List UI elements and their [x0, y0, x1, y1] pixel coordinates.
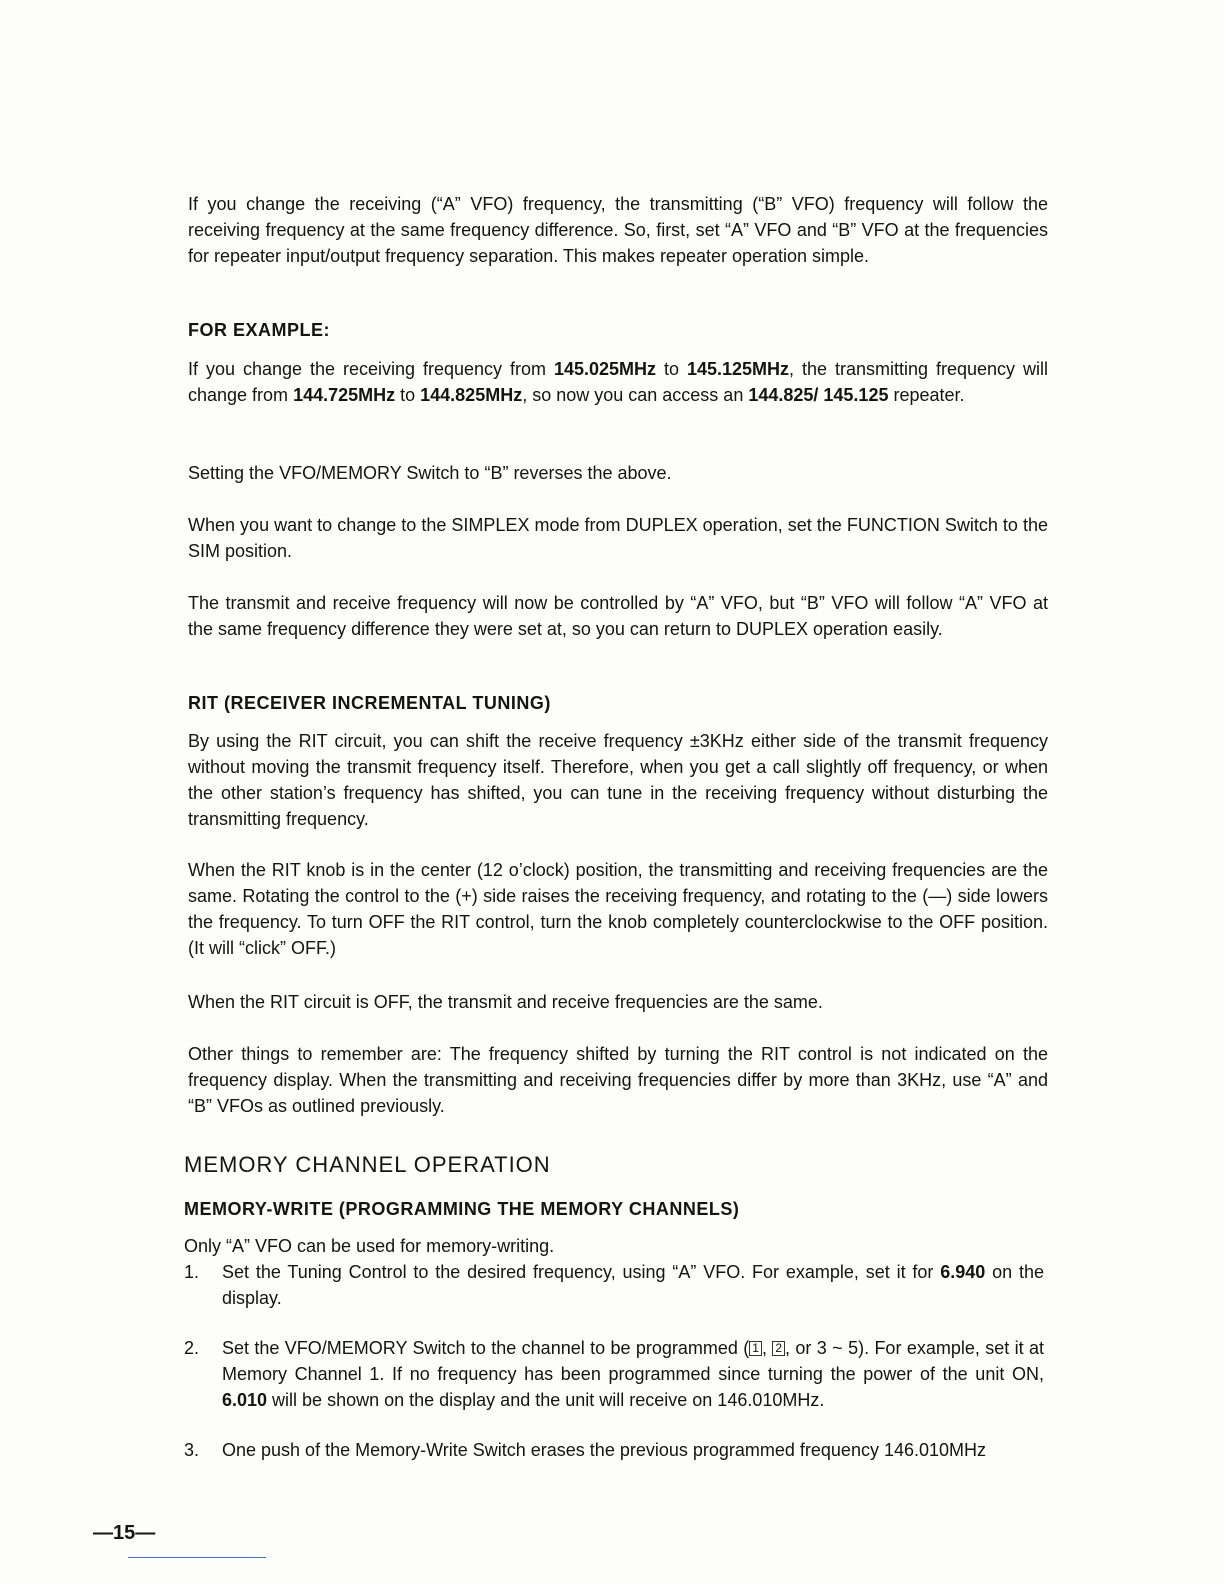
rit-paragraph-2: When the RIT knob is in the center (12 o’clock) position, the transmitting and receiving frequencies are the same. Rotating the control to the (+) side raises the receiving frequency, and rotating to the (—) side lowers the frequency. To turn OFF the RIT control, turn the knob completely counterclockwise to the OFF position. (It will “click” OFF.)	[188, 860, 1048, 958]
simplex-paragraph: When you want to change to the SIMPLEX mode from DUPLEX operation, set the FUNCTION Switch to the SIM position.	[188, 515, 1048, 561]
list-item: 2. Set the VFO/MEMORY Switch to the channel to be programmed ( 1 , 2 , or 3 ~ 5). For example, set it at Memory Channel 1. If no frequency has been programmed since turning the power of the unit ON, 6.010 will be shown on the display and the unit will receive on 146.010MHz.	[184, 1338, 1044, 1410]
rit-paragraph-1: By using the RIT circuit, you can shift the receive frequency ±3KHz either side of the transmit frequency without moving the transmit frequency itself. Therefore, when you get a call slightly off frequency, or when the other station’s frequency has shifted, you can tune in the receiving frequency without disturbing the transmitting frequency.	[188, 731, 1048, 829]
rit-paragraph-4: Other things to remember are: The frequency shifted by turning the RIT control is not indicated on the frequency display. When the transmitting and receiving frequencies differ by more than 3KHz, use “A” and “B” VFOs as outlined previously.	[188, 1044, 1048, 1116]
channel-1-box: 1	[749, 1341, 762, 1356]
memory-intro: Only “A” VFO can be used for memory-writing.	[184, 1236, 555, 1256]
page-number: —15—	[93, 1522, 156, 1544]
control-paragraph: The transmit and receive frequency will now be controlled by “A” VFO, but “B” VFO will follow “A” VFO at the same frequency difference they were set at, so you can return to DUPLEX operation easily.	[188, 593, 1048, 639]
memory-steps	[184, 1233, 1044, 1463]
example-paragraph: If you change the receiving frequency from 145.025MHz to 145.125MHz, the transmitting frequency will change from 144.725MHz to 144.825MHz, so now you can access an 144.825/ 145.125 repeater.	[188, 359, 1048, 405]
link-underline	[128, 1557, 266, 1558]
list-item: 1. Set the Tuning Control to the desired frequency, using “A” VFO. For example, set it for 6.940 on the display.	[184, 1262, 1044, 1308]
rit-heading: RIT (RECEIVER INCREMENTAL TUNING)	[188, 693, 551, 713]
example-heading: FOR EXAMPLE:	[188, 320, 331, 340]
channel-2-box: 2	[772, 1341, 785, 1356]
vfo-b-paragraph: Setting the VFO/MEMORY Switch to “B” reverses the above.	[188, 463, 672, 483]
memory-heading: MEMORY CHANNEL OPERATION	[184, 1152, 551, 1177]
intro-paragraph: If you change the receiving (“A” VFO) frequency, the transmitting (“B” VFO) frequency will follow the receiving frequency at the same frequency difference. So, first, set “A” VFO and “B” VFO at the frequencies for repeater input/output frequency separation. This makes repeater operation simple.	[188, 194, 1048, 266]
rit-paragraph-3: When the RIT circuit is OFF, the transmit and receive frequencies are the same.	[188, 992, 823, 1012]
list-item: 3. One push of the Memory-Write Switch erases the previous programmed frequency 146.010MHz	[184, 1440, 987, 1460]
memory-write-heading: MEMORY-WRITE (PROGRAMMING THE MEMORY CHANNELS)	[184, 1199, 740, 1219]
